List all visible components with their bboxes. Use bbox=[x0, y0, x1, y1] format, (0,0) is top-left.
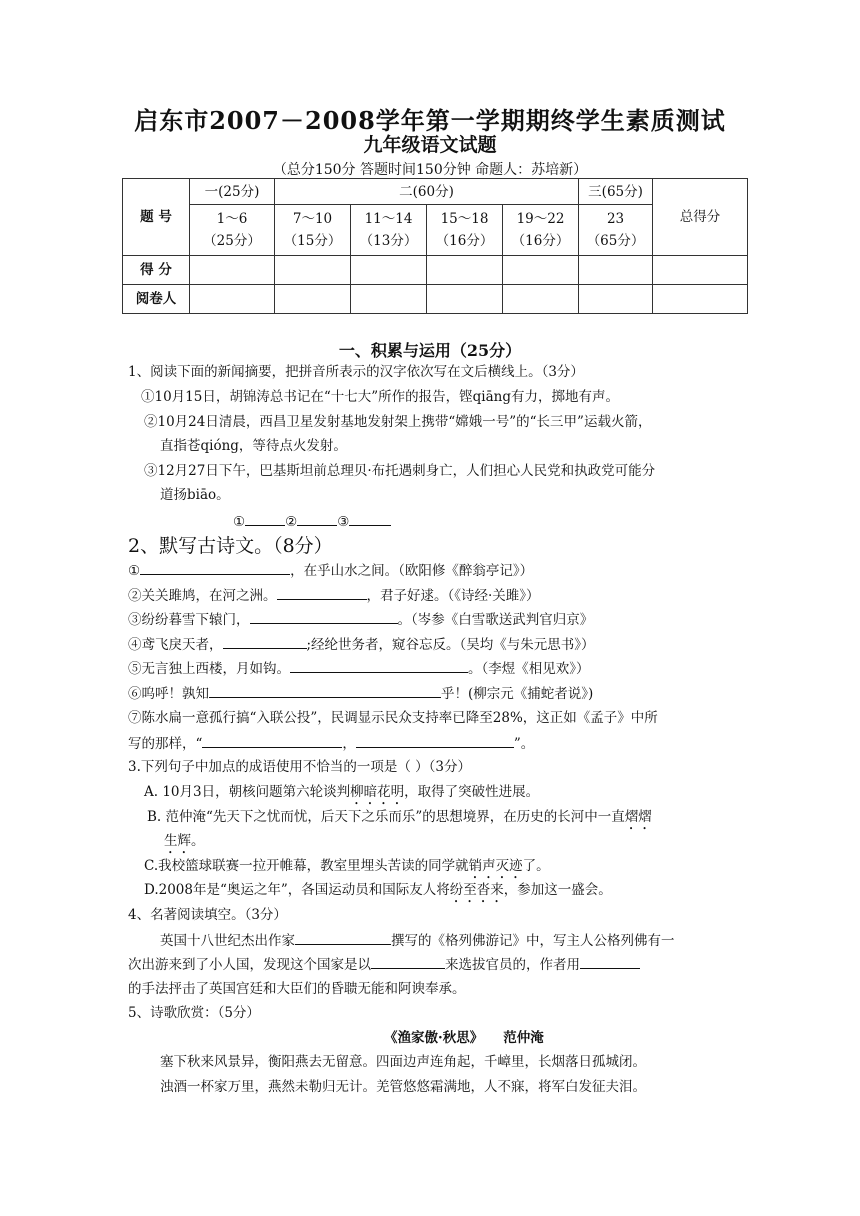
q1-item-3b: 道扬biāo。 bbox=[160, 487, 230, 503]
score-cell[interactable] bbox=[275, 256, 351, 285]
group-header-3: 三(65分) bbox=[579, 179, 653, 205]
grader-cell[interactable] bbox=[427, 285, 503, 314]
poem-title: 《渔家傲·秋思》 bbox=[384, 1030, 484, 1046]
q4-line-2: 次出游来到了小人国，发现这个国家是以 来选拔官员的，作者用 bbox=[128, 954, 640, 975]
q2-line-7a: ⑦陈水扁一意孤行搞“入联公投”，民调显示民众支持率已降至28%，这正如《孟子》中所 bbox=[128, 710, 658, 726]
poem-line-2: 浊酒一杯家万里，燕然未勒归无计。羌管悠悠霜满地，人不寐，将军白发征夫泪。 bbox=[160, 1079, 646, 1095]
q3-stem: 3.下列句子中加点的成语使用不恰当的一项是（ ）（3分） bbox=[128, 759, 472, 775]
poem-heading bbox=[384, 1028, 544, 1048]
q2-line-7b: 写的那样，“ ， ”。 bbox=[128, 733, 534, 754]
q3-option-a[interactable]: A. 10月3日，朝核问题第六轮谈判柳暗花明，取得了突破性进展。 bbox=[144, 784, 540, 800]
score-cell[interactable] bbox=[503, 256, 579, 285]
exam-info: （总分150分 答题时间150分钟 命题人：苏培新） bbox=[272, 162, 588, 178]
q5-stem: 5、诗歌欣赏：（5分） bbox=[128, 1005, 260, 1021]
score-cell[interactable] bbox=[579, 256, 653, 285]
q1-item-3a: ③12月27日下午，巴基斯坦前总理贝·布托遇刺身亡，人们担心人民党和执政党可能分 bbox=[144, 463, 656, 479]
q2-blank-5[interactable] bbox=[290, 658, 468, 673]
grader-cell[interactable] bbox=[579, 285, 653, 314]
q1-answer-line: ① ② ③ bbox=[233, 511, 391, 532]
q2-blank-1[interactable] bbox=[140, 560, 290, 575]
q4-blank-criterion[interactable] bbox=[371, 954, 445, 969]
column-cell: 11～14 （13分） bbox=[351, 205, 427, 256]
q4-blank-author[interactable] bbox=[295, 930, 391, 945]
poem-author: 范仲淹 bbox=[503, 1030, 544, 1046]
section-heading: 一、积累与运用（25分） bbox=[338, 341, 522, 360]
q2-blank-8[interactable] bbox=[356, 733, 514, 748]
column-cell: 15～18 （16分） bbox=[427, 205, 503, 256]
q2-line-1: ① ，在乎山水之间。（欧阳修《醉翁亭记》） bbox=[128, 560, 533, 581]
exam-title: 启东市2007－2008学年第一学期期终学生素质测试 bbox=[134, 106, 726, 135]
score-cell[interactable] bbox=[427, 256, 503, 285]
q1-answer-blank-1[interactable] bbox=[245, 511, 285, 526]
q2-blank-2[interactable] bbox=[277, 585, 367, 600]
grader-cell[interactable] bbox=[275, 285, 351, 314]
q1-answer-blank-3[interactable] bbox=[349, 511, 391, 526]
q1-answer-blank-2[interactable] bbox=[297, 511, 337, 526]
q4-line-3: 的手法抨击了英国宫廷和大臣们的昏聩无能和阿谀奉承。 bbox=[128, 981, 466, 997]
poem-line-1: 塞下秋来风景异，衡阳燕去无留意。四面边声连角起，千嶂里，长烟落日孤城闭。 bbox=[160, 1054, 646, 1070]
q2-line-5: ⑤无言独上西楼，月如钩。 。（李煜《相见欢》） bbox=[128, 658, 590, 679]
row-label-yuejuan: 阅卷人 bbox=[123, 285, 190, 314]
q4-line-1: 英国十八世纪杰出作家 撰写的《格列佛游记》中，写主人公格列佛有一 bbox=[160, 930, 675, 951]
exam-subtitle: 九年级语文试题 bbox=[363, 134, 497, 156]
score-cell[interactable] bbox=[653, 256, 748, 285]
score-cell[interactable] bbox=[351, 256, 427, 285]
score-cell[interactable] bbox=[190, 256, 275, 285]
q3-option-d[interactable]: D.2008年是“奥运之年”，各国运动员和国际友人将纷至沓来，参加这一盛会。 bbox=[144, 882, 612, 898]
q1-item-1: ①10月15日，胡锦涛总书记在“十七大”所作的报告，铿qiāng有力，掷地有声。 bbox=[141, 389, 620, 405]
q4-blank-technique[interactable] bbox=[580, 954, 640, 969]
q1-stem: 1、阅读下面的新闻摘要，把拼音所表示的汉字依次写在文后横线上。（3分） bbox=[128, 364, 584, 380]
table-row bbox=[123, 179, 748, 205]
q2-blank-3[interactable] bbox=[250, 609, 398, 624]
q3-option-b-cont: 生辉。 bbox=[164, 833, 205, 849]
q2-line-3: ③纷纷暮雪下辕门， 。（岑参《白雪歌送武判官归京》 bbox=[128, 609, 593, 630]
q2-blank-6[interactable] bbox=[209, 683, 441, 698]
table-row bbox=[123, 285, 748, 314]
column-cell: 19～22 （16分） bbox=[503, 205, 579, 256]
row-label-defen: 得 分 bbox=[123, 256, 190, 285]
score-table bbox=[122, 178, 748, 314]
q1-item-2a: ②10月24日清晨，西昌卫星发射基地发射架上携带“嫦娥一号”的“长三甲”运载火箭， bbox=[144, 414, 652, 430]
q2-blank-7[interactable] bbox=[202, 733, 342, 748]
q3-option-b[interactable]: B. 范仲淹“先天下之忧而忧，后天下之乐而乐”的思想境界，在历史的长河中一直熠熠 bbox=[147, 809, 652, 825]
grader-cell[interactable] bbox=[503, 285, 579, 314]
q2-blank-4[interactable] bbox=[223, 634, 307, 649]
column-cell: 23 （65分） bbox=[579, 205, 653, 256]
grader-cell[interactable] bbox=[351, 285, 427, 314]
total-score-label: 总得分 bbox=[653, 179, 748, 256]
q2-line-4: ④鸢飞戾天者， ;经纶世务者，窥谷忘反。（吴均《与朱元思书》） bbox=[128, 634, 595, 655]
row-label-tihao: 题 号 bbox=[123, 179, 190, 256]
table-row bbox=[123, 256, 748, 285]
q4-stem: 4、名著阅读填空。（3分） bbox=[128, 907, 287, 923]
group-header-1: 一(25分) bbox=[190, 179, 275, 205]
grader-cell[interactable] bbox=[190, 285, 275, 314]
q2-line-2: ②关关雎鸠，在河之洲。 ，君子好逑。（《诗经·关雎》） bbox=[128, 585, 540, 606]
grader-cell[interactable] bbox=[653, 285, 748, 314]
column-cell: 7～10 （15分） bbox=[275, 205, 351, 256]
q1-item-2b: 直指苍qióng，等待点火发射。 bbox=[160, 438, 347, 454]
q2-stem: 2、默写古诗文。（8分） bbox=[128, 535, 333, 557]
column-cell: 1～6 （25分） bbox=[190, 205, 275, 256]
q2-line-6: ⑥呜呼！孰知 乎！(柳宗元《捕蛇者说》) bbox=[128, 683, 593, 704]
group-header-2: 二(60分) bbox=[275, 179, 579, 205]
q3-option-c[interactable]: C.我校篮球联赛一拉开帷幕，教室里埋头苦读的同学就销声灭迹了。 bbox=[144, 858, 550, 874]
